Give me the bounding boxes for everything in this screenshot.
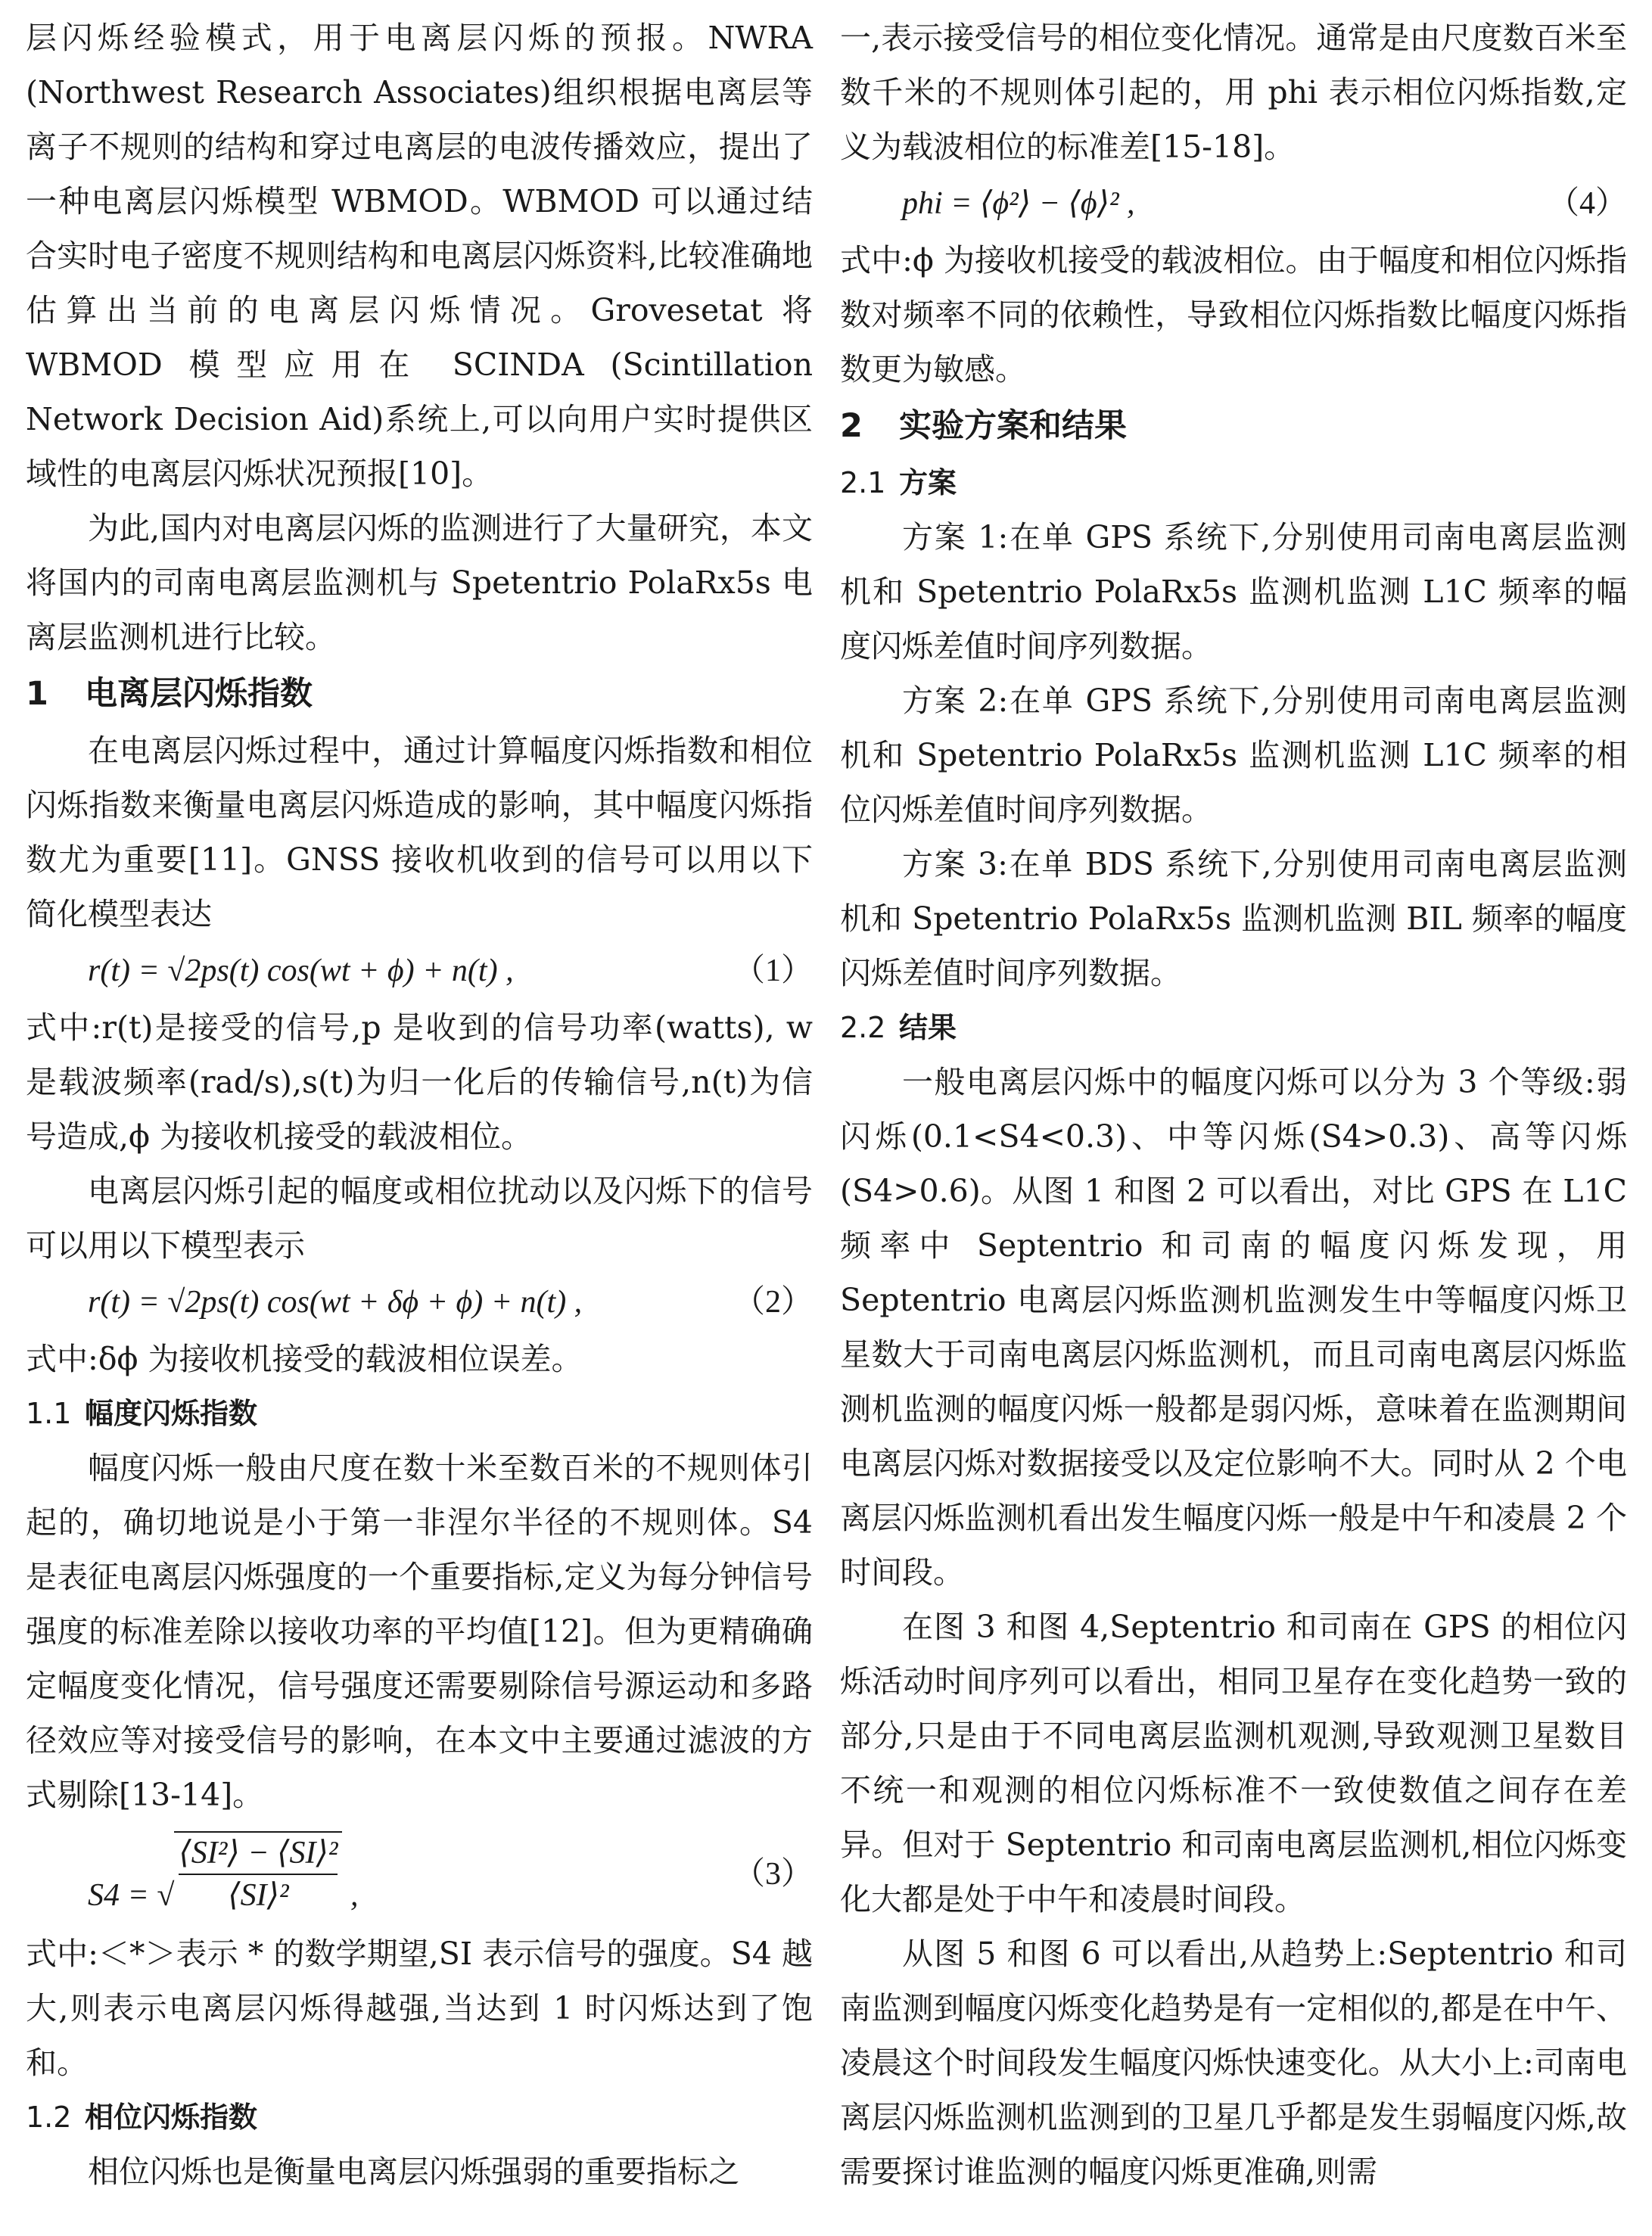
equation-2-formula: r(t) = √2ps(t) cos(wt + δϕ + ϕ) + n(t) , — [88, 1285, 583, 1320]
equation-2-number: （2） — [733, 1285, 813, 1320]
subsection-number: 1.1 — [26, 1397, 72, 1430]
paragraph-s4-definition: 幅度闪烁一般由尺度在数十米至数百米的不规则体引起的，确切地说是小于第一非涅尔半径的不规则体。S4 是表征电离层闪烁强度的一个重要指标,定义为每分钟信号强度的标准差除以接收功率的平均值[12]。但为更精确确定幅度变化情况，信号强度还需要剔除信号源运动和多路径效应等对接受信号的影响，在本文中主要通过滤波的方式剔除[13-14]。 — [26, 1450, 813, 1813]
subsection-heading-1-2 — [26, 2090, 813, 2144]
paragraph-plan-2: 方案 2:在单 GPS 系统下,分别使用司南电离层监测机和 Spetentrio PolaRx5s 监测机监测 L1C 频率的相位闪烁差值时间序列数据。 — [840, 683, 1627, 828]
equation-1-number: （1） — [733, 953, 813, 988]
equation-1-formula: r(t) = √2ps(t) cos(wt + ϕ) + n(t) , — [88, 953, 514, 988]
equation-4-number: （4） — [1547, 186, 1627, 221]
equation-3 — [26, 1822, 813, 1927]
subsection-heading-2-2 — [840, 1000, 1627, 1055]
equation-3-number: （3） — [733, 1857, 813, 1892]
paragraph-result-1: 一般电离层闪烁中的幅度闪烁可以分为 3 个等级:弱闪烁(0.1<S4<0.3)、中等闪烁(S4>0.3)、高等闪烁(S4>0.6)。从图 1 和图 2 可以看出，对比 GPS 在 L1C 频率中 Septentrio 和司南的幅度闪烁发现，用 Septentrio 电离层闪烁监测机监测发生中等幅度闪烁卫星数大于司南电离层闪烁监测机，而且司南电离层闪烁监测机监测的幅度闪烁一般都是弱闪烁，意味着在监测期间电离层闪烁对数据接受以及定位影响不大。同时从 2 个电离层闪烁监测机看出发生幅度闪烁一般是中午和凌晨 2 个时间段。 — [840, 1064, 1627, 1591]
equation-3-fraction — [174, 1831, 342, 1916]
subsection-heading-1-1 — [26, 1386, 813, 1441]
subsection-title: 结果 — [899, 1011, 957, 1044]
paragraph-phase-start: 相位闪烁也是衡量电离层闪烁强弱的重要指标之 — [88, 2154, 739, 2190]
equation-4-formula: phi = ⟨ϕ²⟩ − ⟨ϕ⟩² , — [902, 186, 1135, 221]
equation-1 — [26, 941, 813, 1000]
subsection-number: 1.2 — [26, 2101, 72, 2134]
equation-3-lhs: S4 = — [88, 1878, 149, 1913]
paragraph-eq4-description: 式中:ϕ 为接收机接受的载波相位。由于幅度和相位闪烁指数对频率不同的依赖性，导致相位闪烁指数比幅度闪烁指数更为敏感。 — [840, 242, 1627, 387]
subsection-title: 幅度闪烁指数 — [85, 1397, 258, 1430]
paragraph-plan-3: 方案 3:在单 BDS 系统下,分别使用司南电离层监测机和 Spetentrio PolaRx5s 监测机监测 BIL 频率的幅度闪烁差值时间序列数据。 — [840, 846, 1627, 991]
right-column — [840, 11, 1627, 2199]
equation-3-formula: S4 = √ $\frac{\text{⟨SI²⟩ − ⟨SI⟩²}}{\text{⟨SI⟩²}}$ , — [88, 1831, 358, 1917]
equation-4 — [840, 174, 1627, 233]
equation-3-denominator: ⟨SI⟩² — [228, 1878, 289, 1913]
subsection-number: 2.2 — [840, 1011, 886, 1044]
section-heading-2 — [840, 397, 1627, 456]
section-number: 1 — [26, 675, 48, 713]
paragraph-eq3-description: 式中:＜*＞表示 * 的数学期望,SI 表示信号的强度。S4 越大,则表示电离层闪烁得越强,当达到 1 时闪烁达到了饱和。 — [26, 1936, 813, 2081]
equation-2 — [26, 1273, 813, 1332]
paragraph-domestic-research: 为此,国内对电离层闪烁的监测进行了大量研究，本文将国内的司南电离层监测机与 Spetentrio PolaRx5s 电离层监测机进行比较。 — [26, 510, 813, 655]
equation-3-numerator: ⟨SI²⟩ − ⟨SI⟩² — [179, 1833, 338, 1875]
paragraph-phase-continued: 一,表示接受信号的相位变化情况。通常是由尺度数百米至数千米的不规则体引起的，用 phi 表示相位闪烁指数,定义为载波相位的标准差[15-18]。 — [840, 20, 1627, 165]
section-number: 2 — [840, 407, 863, 445]
subsection-title: 方案 — [899, 466, 957, 499]
left-column — [26, 11, 813, 2199]
equation-3-tail: , — [350, 1878, 359, 1913]
section-heading-1 — [26, 664, 813, 723]
subsection-heading-2-1 — [840, 456, 1627, 510]
paragraph-intro: 层闪烁经验模式，用于电离层闪烁的预报。NWRA (Northwest Research Associates)组织根据电离层等离子不规则的结构和穿过电离层的电波传播效应，提出了一种电离层闪烁模型 WBMOD。WBMOD 可以通过结合实时电子密度不规则结构和电离层闪烁资料,比较准确地估算出当前的电离层闪烁情况。Grovesetat 将 WBMOD 模型应用在 SCINDA (Scintillation Network Decision Aid)系统上,可以向用户实时提供区域性的电离层闪烁状况预报[10]。 — [26, 20, 813, 492]
paragraph-result-2: 在图 3 和图 4,Septentrio 和司南在 GPS 的相位闪烁活动时间序列可以看出，相同卫星存在变化趋势一致的部分,只是由于不同电离层监测机观测,导致观测卫星数目不统一和观测的相位闪烁标准不一致使数值之间存在差异。但对于 Septentrio 和司南电离层监测机,相位闪烁变化大都是处于中午和凌晨时间段。 — [840, 1609, 1627, 1917]
paragraph-result-3: 从图 5 和图 6 可以看出,从趋势上:Septentrio 和司南监测到幅度闪烁变化趋势是有一定相似的,都是在中午、凌晨这个时间段发生幅度闪烁快速变化。从大小上:司南电离层闪烁监测机监测到的卫星几乎都是发生弱幅度闪烁,故需要探讨谁监测的幅度闪烁更准确,则需 — [840, 1936, 1627, 2190]
subsection-title: 相位闪烁指数 — [85, 2101, 258, 2134]
paragraph-model: 电离层闪烁引起的幅度或相位扰动以及闪烁下的信号可以用以下模型表示 — [26, 1173, 813, 1264]
section-title: 实验方案和结果 — [899, 407, 1127, 445]
paragraph-eq2-description: 式中:δϕ 为接收机接受的载波相位误差。 — [26, 1341, 583, 1377]
paragraph-section-1: 在电离层闪烁过程中，通过计算幅度闪烁指数和相位闪烁指数来衡量电离层闪烁造成的影响，其中幅度闪烁指数尤为重要[11]。GNSS 接收机收到的信号可以用以下简化模型表达 — [26, 732, 813, 932]
paragraph-plan-1: 方案 1:在单 GPS 系统下,分别使用司南电离层监测机和 Spetentrio PolaRx5s 监测机监测 L1C 频率的幅度闪烁差值时间序列数据。 — [840, 519, 1627, 664]
subsection-number: 2.1 — [840, 466, 886, 499]
section-title: 电离层闪烁指数 — [85, 675, 313, 713]
paragraph-eq1-description: 式中:r(t)是接受的信号,p 是收到的信号功率(watts), w 是载波频率(rad/s),s(t)为归一化后的传输信号,n(t)为信号造成,ϕ 为接收机接受的载波相位。 — [26, 1009, 813, 1155]
